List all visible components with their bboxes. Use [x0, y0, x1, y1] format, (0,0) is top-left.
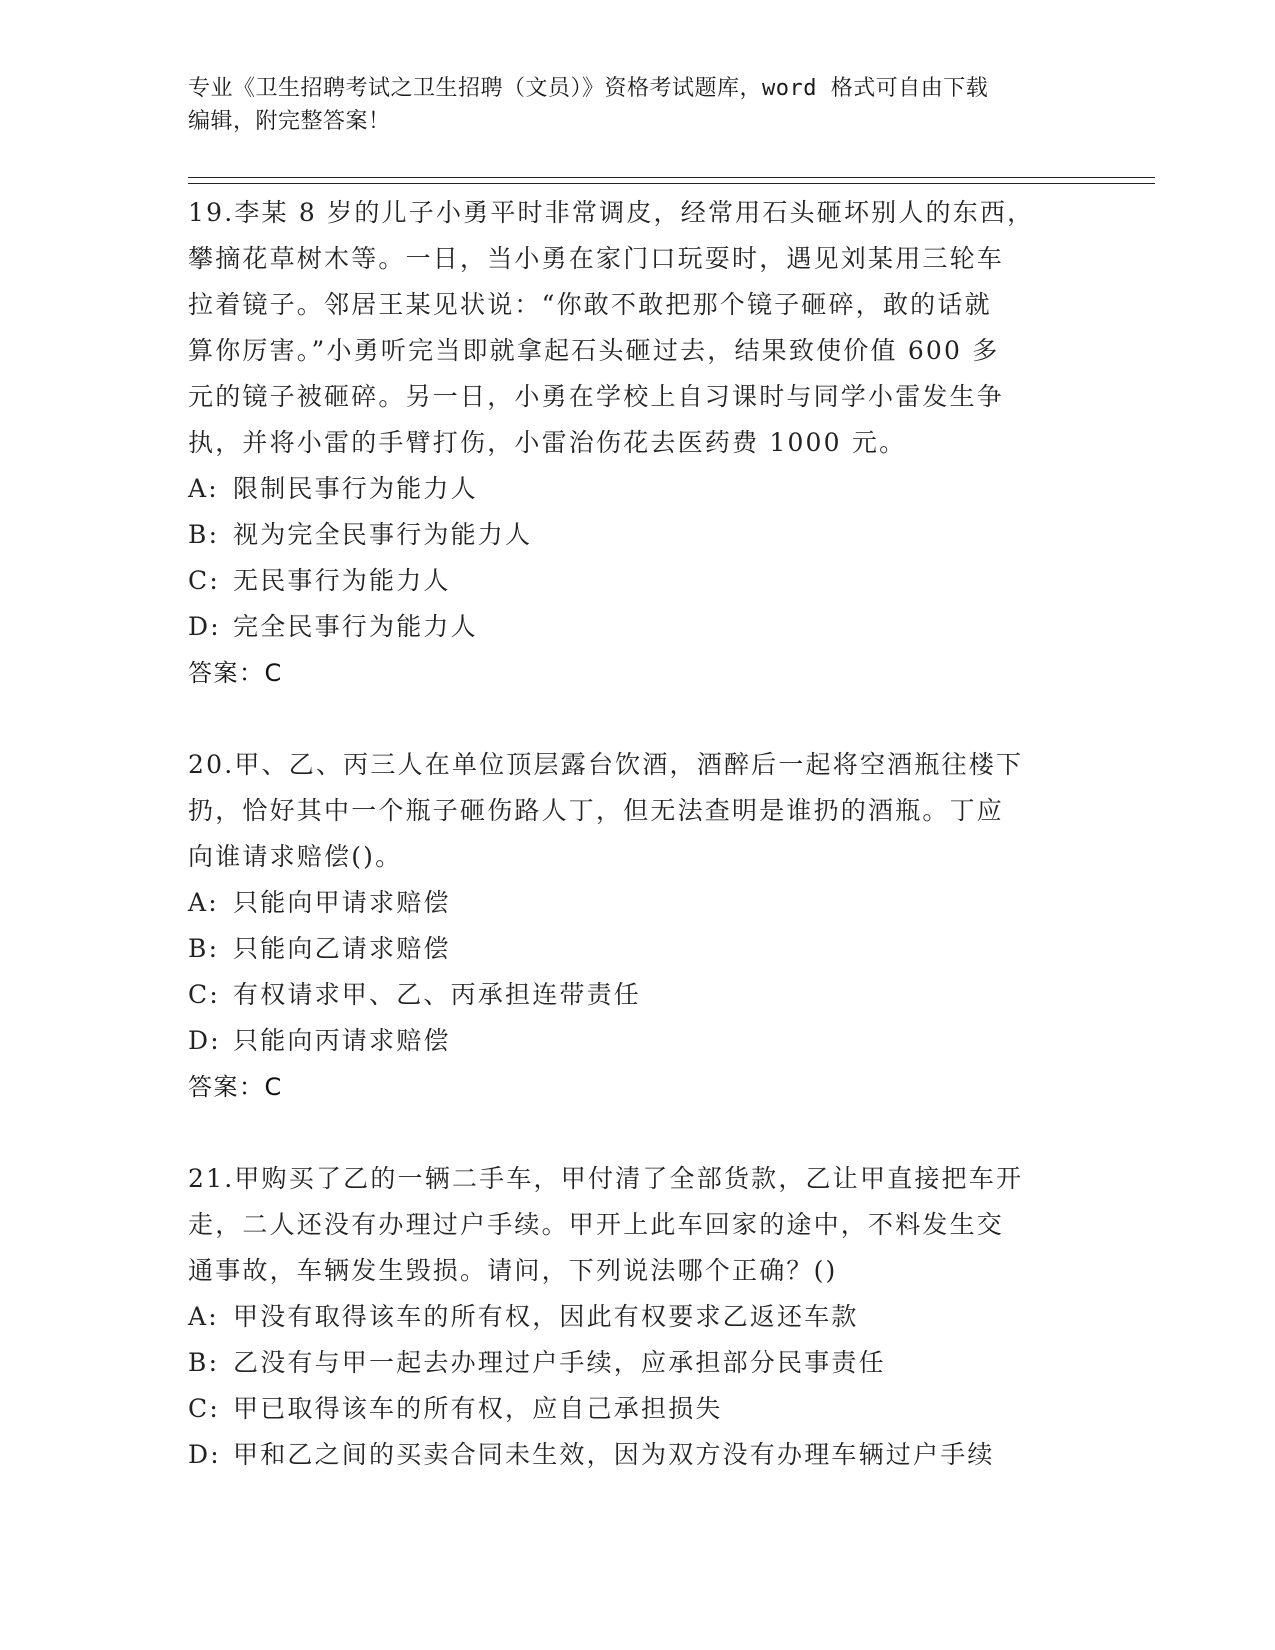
option-text: 限制民事行为能力人: [233, 474, 478, 503]
option-text: 完全民事行为能力人: [233, 612, 478, 641]
option-a: [188, 880, 1088, 926]
option-text: 只能向丙请求赔偿: [233, 1026, 451, 1055]
option-key: A:: [188, 888, 219, 917]
question-20: [188, 742, 1088, 1110]
answer-label: 答案：C: [188, 659, 283, 687]
option-d: [188, 604, 1088, 650]
question-line: 走，二人还没有办理过户手续。甲开上此车回家的途中，不料发生交: [188, 1210, 1005, 1239]
option-key: C:: [188, 1394, 220, 1423]
option-a: [188, 1294, 1088, 1340]
option-b: [188, 512, 1088, 558]
question-line: 21.甲购买了乙的一辆二手车，甲付清了全部货款，乙让甲直接把车开: [188, 1164, 1024, 1193]
option-key: A:: [188, 474, 219, 503]
option-c: [188, 1386, 1088, 1432]
question-line: 通事故，车辆发生毁损。请问，下列说法哪个正确？(): [188, 1256, 838, 1285]
question-19: [188, 190, 1088, 696]
option-key: A:: [188, 1302, 219, 1331]
option-text: 乙没有与甲一起去办理过户手续，应承担部分民事责任: [233, 1348, 886, 1377]
option-text: 只能向乙请求赔偿: [233, 934, 451, 963]
option-key: D:: [188, 612, 221, 641]
option-key: B:: [188, 1348, 220, 1377]
question-spacer: [188, 696, 1088, 742]
option-text: 视为完全民事行为能力人: [233, 520, 533, 549]
question-line: 算你厉害。”小勇听完当即就拿起石头砸过去，结果致使价值 600 多: [188, 336, 1000, 365]
question-21: [188, 1156, 1088, 1478]
option-text: 甲和乙之间的买卖合同未生效，因为双方没有办理车辆过户手续: [233, 1440, 995, 1469]
option-key: D:: [188, 1026, 221, 1055]
option-text: 甲没有取得该车的所有权，因此有权要求乙返还车款: [233, 1302, 859, 1331]
option-key: B:: [188, 520, 220, 549]
option-b: [188, 1340, 1088, 1386]
question-spacer: [188, 1110, 1088, 1156]
option-key: C:: [188, 980, 220, 1009]
question-stem: [188, 742, 1088, 880]
header-line-2: 编辑，附完整答案！: [188, 109, 391, 134]
option-text: 有权请求甲、乙、丙承担连带责任: [233, 980, 642, 1009]
option-text: 只能向甲请求赔偿: [233, 888, 451, 917]
option-key: D:: [188, 1440, 221, 1469]
option-c: [188, 558, 1088, 604]
header-line-1: 专业《卫生招聘考试之卫生招聘（文员）》资格考试题库，word 格式可自由下载: [188, 76, 989, 101]
question-line: 19.李某 8 岁的儿子小勇平时非常调皮，经常用石头砸坏别人的东西，: [188, 198, 1035, 227]
question-line: 拉着镜子。邻居王某见状说：“你敢不敢把那个镜子砸碎，敢的话就: [188, 290, 992, 319]
option-text: 甲已取得该车的所有权，应自己承担损失: [233, 1394, 723, 1423]
document-header: [188, 72, 1088, 138]
option-c: [188, 972, 1088, 1018]
option-key: C:: [188, 566, 220, 595]
option-d: [188, 1432, 1088, 1478]
answer-label: 答案：C: [188, 1073, 283, 1101]
question-line: 扔，恰好其中一个瓶子砸伤路人丁，但无法查明是谁扔的酒瓶。丁应: [188, 796, 1005, 825]
question-stem: [188, 190, 1088, 466]
question-line: 向谁请求赔偿()。: [188, 842, 403, 871]
header-divider-top: [188, 177, 1155, 178]
question-list: [188, 190, 1088, 1478]
question-line: 元的镜子被砸碎。另一日，小勇在学校上自习课时与同学小雷发生争: [188, 382, 1005, 411]
option-a: [188, 466, 1088, 512]
question-line: 攀摘花草树木等。一日，当小勇在家门口玩耍时，遇见刘某用三轮车: [188, 244, 1005, 273]
question-stem: [188, 1156, 1088, 1294]
option-b: [188, 926, 1088, 972]
option-key: B:: [188, 934, 220, 963]
option-text: 无民事行为能力人: [233, 566, 451, 595]
question-line: 20.甲、乙、丙三人在单位顶层露台饮酒，酒醉后一起将空酒瓶往楼下: [188, 750, 1024, 779]
header-divider-bottom: [188, 183, 1155, 184]
option-d: [188, 1018, 1088, 1064]
question-line: 执，并将小雷的手臂打伤，小雷治伤花去医药费 1000 元。: [188, 428, 907, 457]
